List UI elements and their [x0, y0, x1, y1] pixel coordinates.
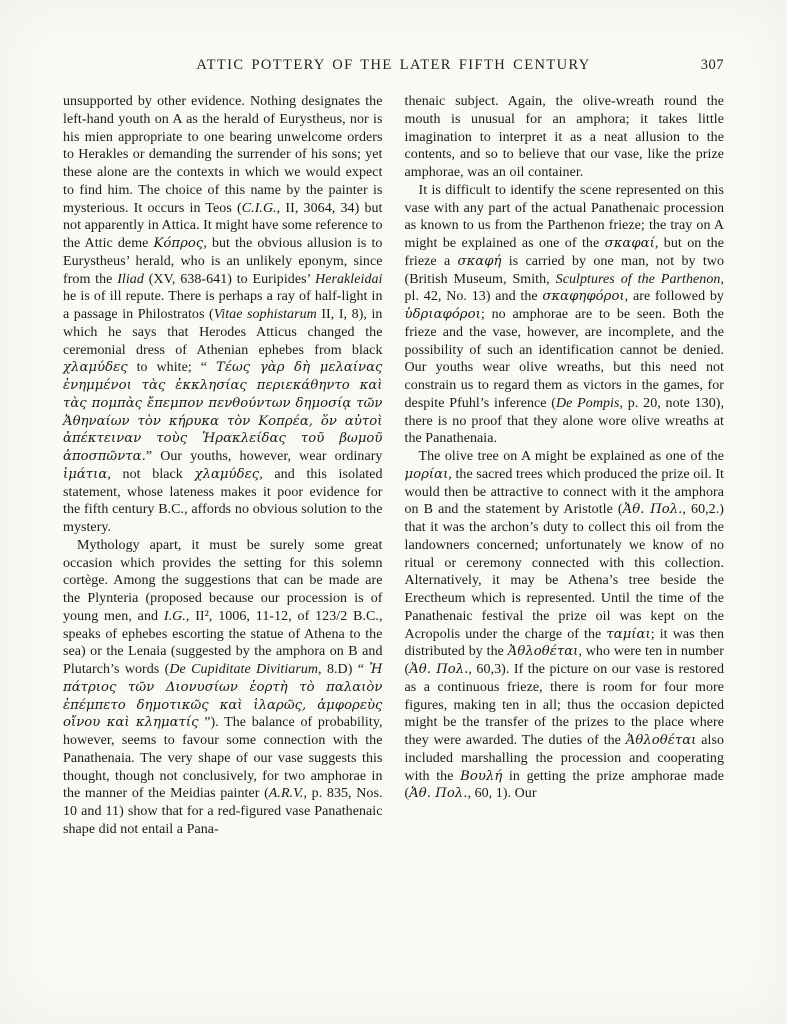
- text-run: Ἀθ. Πολ.: [409, 786, 468, 802]
- text-run: , 8.D) “: [318, 662, 370, 677]
- text-run: σκαφή: [457, 253, 502, 269]
- text-run: , pl. 42, No. 13) and the: [404, 271, 724, 305]
- text-run: It is difficult to identify the scene represented on this vase with any part of the actual Panathenaic procession as known to us from the Parthenon frieze; the tray on A might be explained as one of the: [404, 182, 724, 251]
- text-run: , are followed by: [624, 289, 724, 305]
- text-run: ” Our youths, however, wear ordinary: [145, 449, 383, 464]
- text-run: ; it was then distributed by the: [404, 626, 724, 660]
- text-run: II, I, 8), in which he says that Herodes Atticus changed the ceremonial dress of Athenian ephebes from black: [63, 307, 383, 358]
- text-run: Herakleidai: [315, 271, 383, 287]
- text-run: De Pompis: [556, 395, 620, 411]
- text-run: ”). The balance of probability, however, seems to favour some connection with the Panathenaia. The very shape of our vase suggests this thought, though not conclusively, for two amphorae in the manner of the Meidias painter (: [63, 715, 383, 802]
- text-run: C.I.G.: [241, 200, 277, 216]
- text-run: to white; “: [127, 360, 216, 376]
- paragraph: [63, 93, 383, 537]
- text-run: Iliad: [117, 271, 144, 287]
- text-run: unsupported by other evidence. Nothing designates the left-hand youth on A as the herald of Eurystheus, nor is his mien appropriate to one bearing unwelcome orders to Herakles or demanding the surrender of his sons; yet these alone are the contexts in which we would expect to find him. The choice of this name by the painter is mysterious. It occurs in Teos (: [63, 94, 383, 216]
- text-run: he is of ill repute. There is perhaps a ray of half-light in a passage in Philostratos (: [63, 289, 383, 322]
- page-number: 307: [700, 57, 724, 73]
- text-run: χλαμύδες: [63, 360, 128, 376]
- text-run: , II, 3064, 34) but not apparently in Attica. It might have some reference to the Attic deme: [63, 200, 383, 251]
- text-run: , but on the frieze a: [404, 236, 724, 269]
- text-run: , the sacred trees which produced the prize oil. It would then be attractive to connect with it the amphora on B and the statement by Aristotle (: [404, 466, 724, 518]
- text-run: Ἀθλοθέται: [625, 733, 697, 748]
- text-run: , p. 20, note 130), there is no proof that they alone wore olive wreaths at the Panathenaia.: [404, 395, 725, 447]
- text-run: in getting the prize amphorae made (: [404, 768, 724, 802]
- text-run: Ἀθ. Πολ.: [409, 662, 469, 677]
- text-run: Sculptures of the Parthenon: [555, 271, 721, 287]
- paragraph: [405, 93, 725, 182]
- text-run: Mythology apart, it must be surely some great occasion which provides the setting for this solemn cortège. Among the suggestions that can be made are the Plynteria (proposed because our procession is of young men, and: [63, 537, 383, 624]
- text-run: Βουλή: [460, 768, 503, 784]
- text-run: , not black: [107, 466, 195, 482]
- text-run: , II², 1006, 11-12, of 123/2 B.C., speaks of ephebes escorting the statue of Athena to the sea) or the Lenaia (suggested by the amphora on B and Plutarch’s words (: [63, 608, 383, 677]
- text-run: ἱμάτια: [63, 466, 108, 482]
- text-run: σκαφηφόροι: [542, 289, 625, 305]
- text-run: , 60,2.) that it was the archon’s duty to collect this oil from the landowners concerned; unfortunately we know of no ritual or ceremony connected with this collection. Alternatively, it may be Athena’s tree beside the Erectheum which is represented. Until the time of the Panathenaic festival the prize oil was kept on the Acropolis under the charge of the: [404, 502, 724, 642]
- text-run: I.G.: [163, 608, 186, 624]
- text-run: Ἀθλοθέται: [507, 644, 579, 660]
- text-run: De Cupiditate Divitiarum: [169, 662, 319, 677]
- text-run: , 60, 1). Our: [467, 786, 537, 802]
- text-run: Κόπρος: [153, 236, 204, 251]
- text-run: , who were ten in number (: [404, 644, 725, 677]
- text-run: χλαμύδες: [194, 466, 260, 482]
- text-run: , but the obvious allusion is to Eurystheus’ herald, who is an unlikely eponym, since from the: [63, 236, 383, 287]
- text-run: Vitae sophistarum: [213, 307, 317, 322]
- paragraph: [405, 448, 725, 803]
- text-run: also included marshalling the procession and cooperating with the: [404, 733, 724, 784]
- text-run: , 60,3). If the picture on our vase is restored as a continuous frieze, there is room for four more figures, making ten in all; thus the occasion depicted might be the transfer of the prizes to the place where they were awarded. The duties of the: [404, 662, 724, 748]
- text-columns: [63, 93, 724, 839]
- text-run: (XV, 638-641) to Euripides’: [143, 271, 316, 287]
- text-run: σκαφαί: [604, 236, 655, 251]
- running-title: ATTIC POTTERY OF THE LATER FIFTH CENTURY: [196, 57, 591, 73]
- text-run: is carried by one man, not by two (British Museum, Smith,: [404, 253, 724, 287]
- text-run: thenaic subject. Again, the olive-wreath round the mouth is unusual for an amphora; it takes little imagination to interpret it as a neat allusion to the contents, and so to believe that our vase, like the prize amphorae, was an oil container.: [404, 94, 724, 180]
- text-run: ; no amphorae are to be seen. Both the frieze and the vase, however, are incomplete, and the possibility of such an identification cannot be denied. Our youths wear olive wreaths, but this need not constrain us to regard them as victors in the games, for despite Pfuhl’s inference (: [404, 307, 724, 411]
- text-run: Ἡ πάτριος τῶν Διονυσίων ἑορτὴ τὸ παλαιὸν ἐπέμπετο δημοτικῶς καὶ ἱλαρῶς, ἀμφορεὺς οἴνου καὶ κληματίς: [63, 662, 383, 731]
- text-run: Τέως γὰρ δὴ μελαίνας ἐνημμένοι τὰς ἐκκλησίας περιεκάθηντο καὶ τὰς πομπὰς ἔπεμπον πενθούντων δημοσίᾳ τῶν Ἀθηναίων τὸν κήρυκα τὸν Κοπρέα, ὅν αὐτοὶ ἀπέκτειναν τοὺς Ἡρακλείδας τοῦ βωμοῦ ἀποσπῶντα.: [63, 360, 383, 464]
- column-left: [63, 93, 383, 839]
- page-header: [63, 57, 724, 79]
- text-run: ὑδριαφόροι: [404, 307, 481, 322]
- text-run: μορίαι: [404, 466, 449, 482]
- text-run: The olive tree on A might be explained as one of the: [418, 449, 724, 464]
- text-run: , p. 835, Nos. 10 and 11) show that for a red-figured vase Panathenaic shape did not entail a Pana-: [63, 786, 383, 837]
- paragraph: [63, 537, 383, 839]
- text-run: , and this isolated statement, whose lateness makes it poor evidence for the fifth century B.C., affords no obvious solution to the mystery.: [63, 466, 383, 535]
- paragraph: [405, 182, 725, 448]
- column-right: [405, 93, 725, 839]
- text-run: ταμίαι: [606, 626, 651, 642]
- text-run: A.R.V.: [268, 786, 304, 802]
- text-run: Ἀθ. Πολ.: [622, 502, 683, 518]
